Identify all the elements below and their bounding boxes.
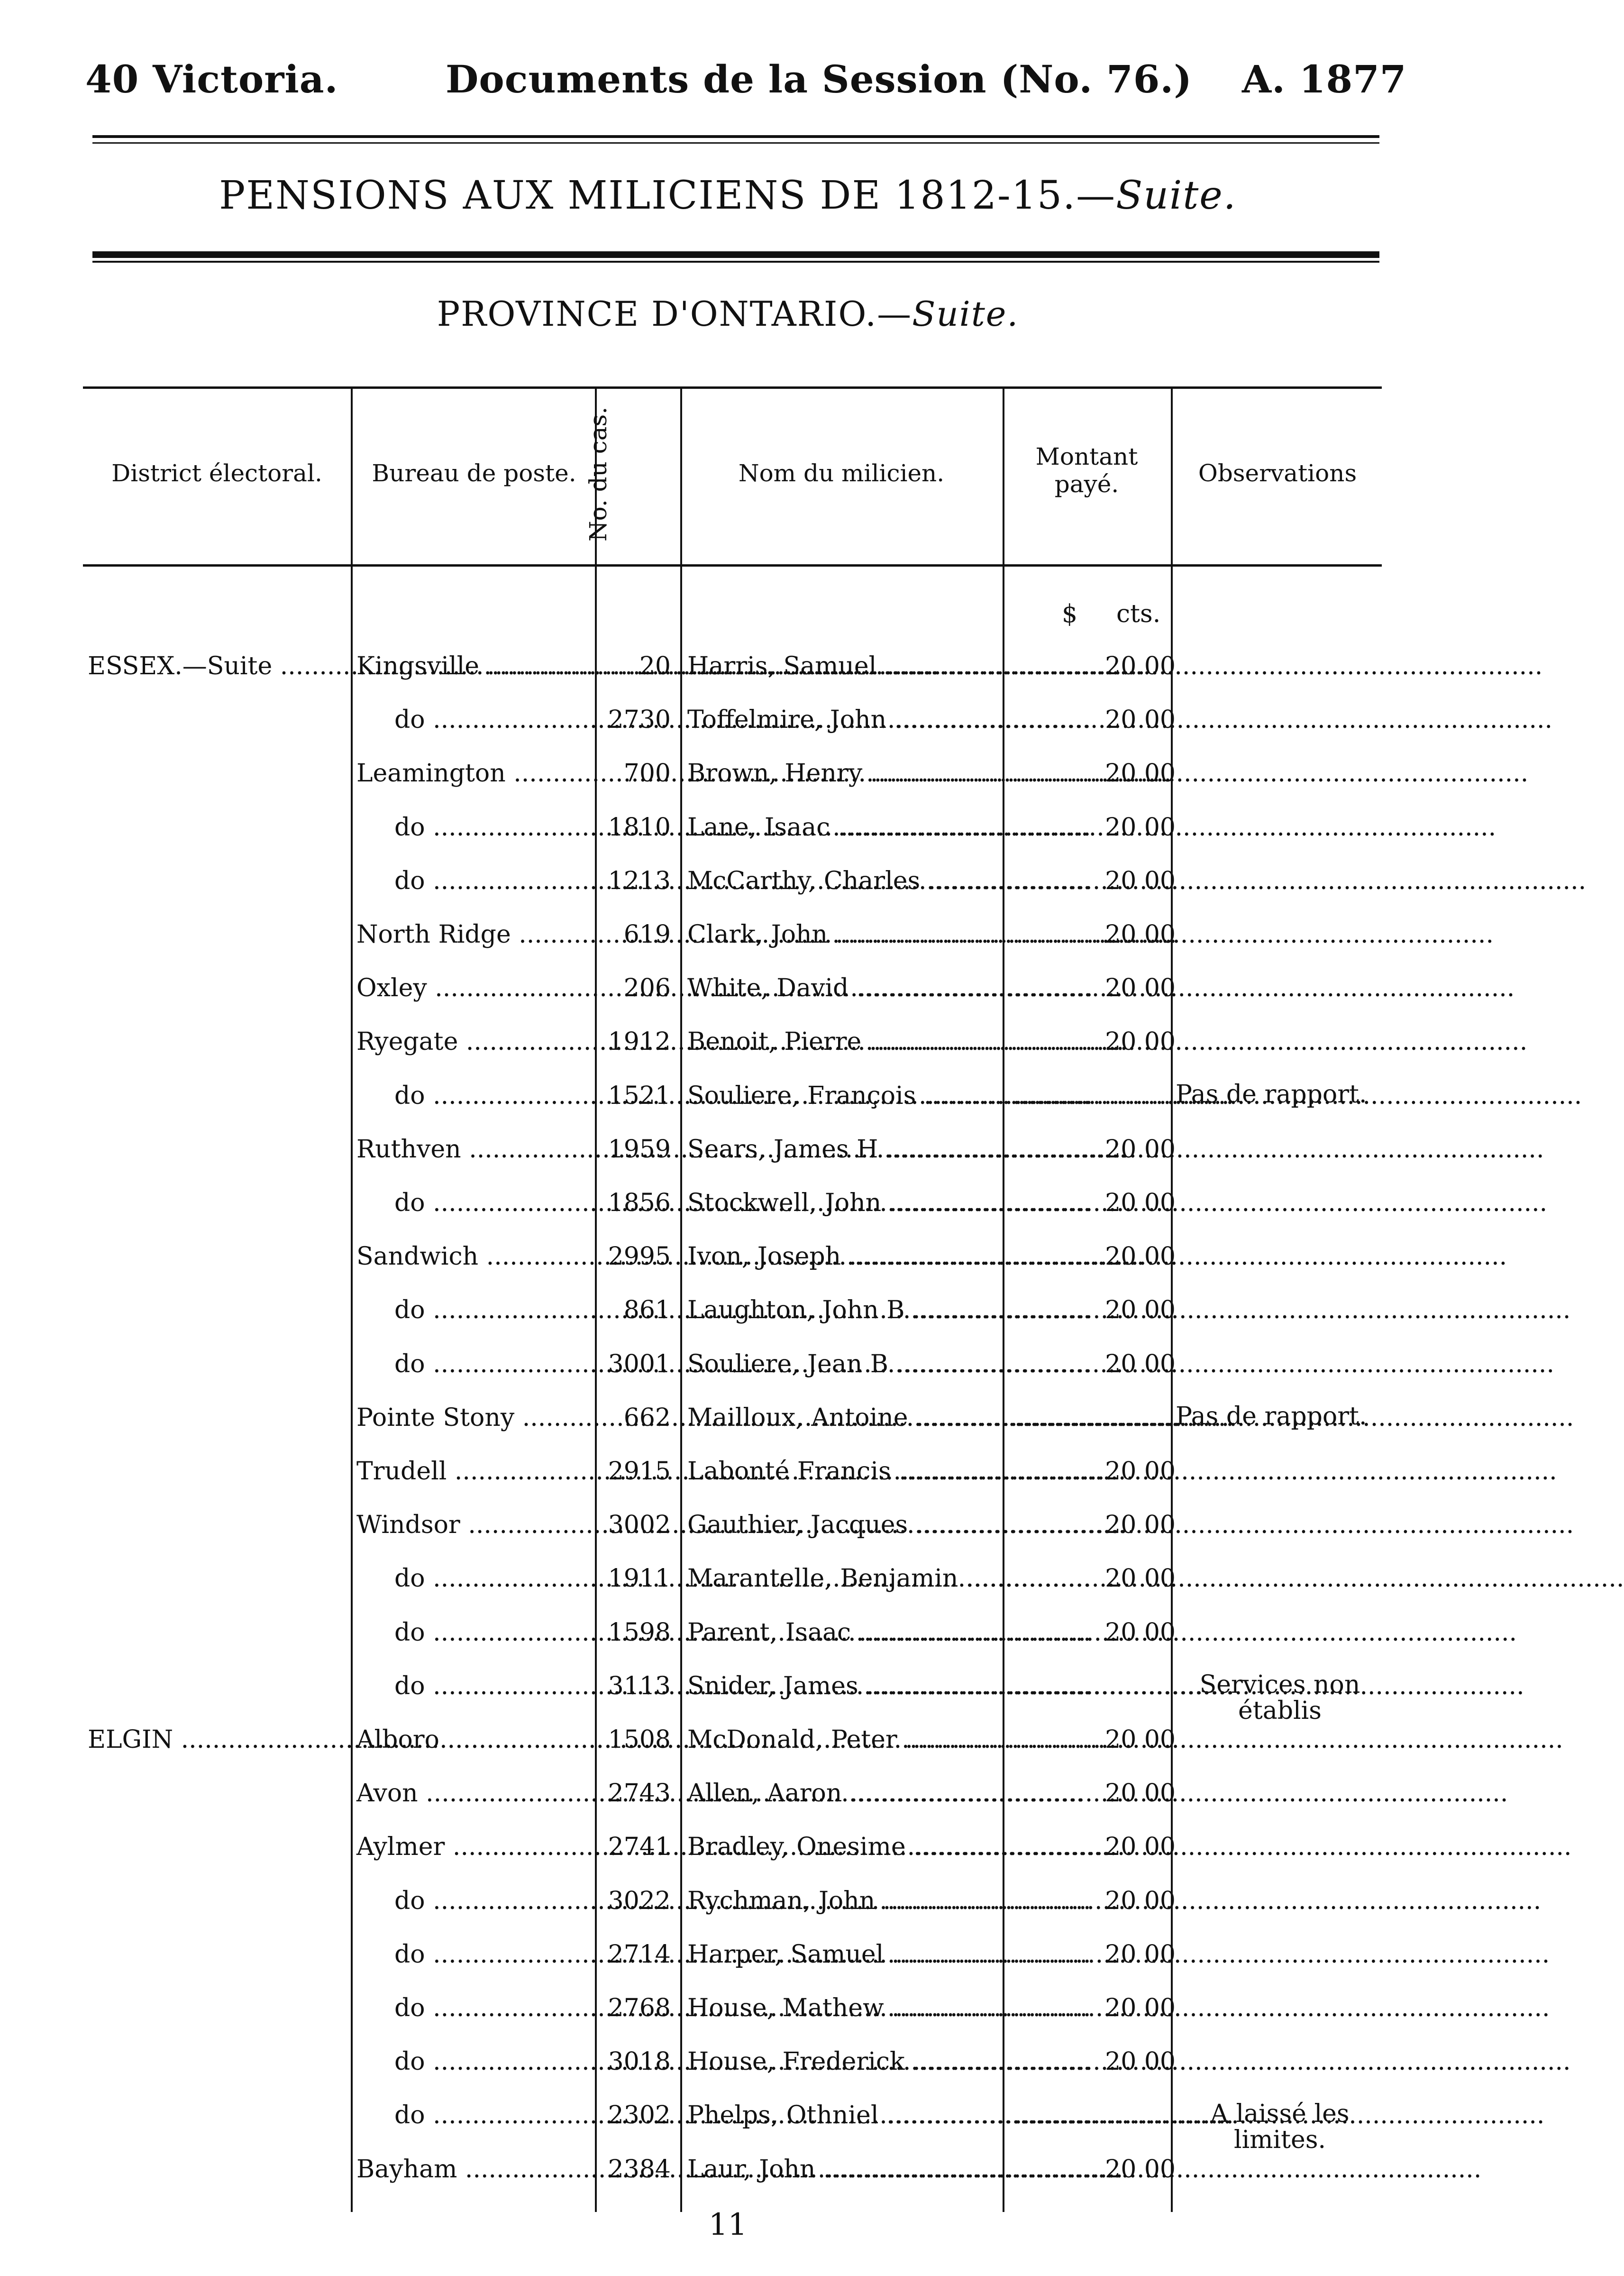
header-no: No. du cas. [584, 406, 612, 542]
subtitle-suite: Suite. [912, 294, 1019, 334]
case-number-cell: 2768 [608, 1994, 671, 2022]
bureau-cell: Kingsville ..... [356, 652, 593, 680]
case-number-cell: 2384 [608, 2155, 671, 2184]
milicien-name-cell: White, David ..... [687, 974, 1000, 1002]
province-subtitle [0, 294, 1456, 334]
milicien-name-cell: Benoit, Pierre ..... [687, 1028, 1000, 1056]
milicien-name-cell: Clark, John ..... [687, 920, 1000, 949]
milicien-name-cell: Labonté Francis ..... [687, 1457, 1000, 1486]
milicien-name-cell: Stockwell, John ..... [687, 1189, 1000, 1217]
amount-cell: 20 00 [1105, 1725, 1176, 1754]
milicien-name-cell: House, Mathew ..... [687, 1994, 1000, 2022]
milicien-name-cell: Laughton, John B ..... [687, 1296, 1000, 1324]
observation-cell: Pas de rapport. [1176, 1080, 1367, 1109]
subtitle-main: PROVINCE D'ONTARIO.— [437, 294, 912, 334]
case-number-cell: 619 [623, 920, 671, 949]
case-number-cell: 1911 [608, 1564, 671, 1593]
case-number-cell: 20 [639, 652, 671, 680]
case-number-cell: 206 [623, 974, 671, 1002]
bureau-cell: Ruthven ..... [356, 1135, 593, 1164]
title-main: PENSIONS AUX MILICIENS DE 1812-15.— [219, 173, 1116, 218]
page-number: 11 [708, 2207, 748, 2242]
amount-cell: 20 00 [1105, 1511, 1176, 1539]
header-rule-thin [92, 142, 1379, 144]
amount-cell: 20 00 [1105, 1887, 1176, 1915]
case-number-cell: 1213 [608, 867, 671, 895]
header-rule [92, 135, 1379, 138]
bureau-cell: Leamington ..... [356, 759, 593, 788]
amount-cell: 20 00 [1105, 1779, 1176, 1808]
milicien-name-cell: Rychman, John ..... [687, 1887, 1000, 1915]
case-number-cell: 2743 [608, 1779, 671, 1808]
case-number-cell: 1959 [608, 1135, 671, 1164]
page-title [0, 173, 1456, 218]
header-year: A. 1877 [1242, 57, 1407, 101]
milicien-name-cell: Lane, Isaac ..... [687, 813, 1000, 842]
bureau-cell: Oxley ..... [356, 974, 593, 1002]
amount-cell: 20 00 [1105, 1350, 1176, 1378]
amount-cell: 20 00 [1105, 1564, 1176, 1593]
header-montant [1005, 443, 1168, 498]
case-number-cell: 2995 [608, 1242, 671, 1271]
case-number-cell: 861 [623, 1296, 671, 1324]
district-cell: ESSEX.—Suite ..... [88, 652, 346, 680]
case-number-cell: 1508 [608, 1725, 671, 1754]
bureau-cell: do ..... [356, 1082, 631, 1110]
case-number-cell: 2915 [608, 1457, 671, 1486]
milicien-name-cell: Harris, Samuel ..... [687, 652, 1000, 680]
amount-blank-leader: ............................ [1014, 2101, 1234, 2129]
bureau-cell: Aylmer ..... [356, 1833, 593, 1861]
bureau-cell: do ..... [356, 1940, 631, 1969]
milicien-name-cell: House, Frederick ..... [687, 2047, 1000, 2076]
milicien-name-cell: Souliere, Jean B ..... [687, 1350, 1000, 1378]
bureau-cell: Alboro ..... [356, 1725, 593, 1754]
case-number-cell: 3002 [608, 1511, 671, 1539]
amount-cell: 20 00 [1105, 1135, 1176, 1164]
bureau-cell: North Ridge ..... [356, 920, 593, 949]
amount-cell: 20 00 [1105, 920, 1176, 949]
milicien-name-cell: Phelps, Othniel ..... [687, 2101, 1000, 2129]
amount-cell: 20 00 [1105, 974, 1176, 1002]
table-top-rule [83, 386, 1382, 389]
milicien-name-cell: Ivon, Joseph ..... [687, 1242, 1000, 1271]
bureau-cell: Ryegate ..... [356, 1028, 593, 1056]
header-observations: Observations [1198, 459, 1357, 487]
amount-cell: 20 00 [1105, 1296, 1176, 1324]
observation-cell: Pas de rapport. [1176, 1402, 1367, 1431]
case-number-cell: 3022 [608, 1887, 671, 1915]
milicien-name-cell: Gauthier, Jacques ..... [687, 1511, 1000, 1539]
unit-dollar: $ [1062, 600, 1078, 628]
amount-blank-leader: ............................ [1014, 1082, 1234, 1110]
header-nom: Nom du milicien. [738, 459, 945, 487]
amount-cell: 20 00 [1105, 867, 1176, 895]
header-documents: Documents de la Session (No. 76.) [446, 57, 1193, 101]
milicien-name-cell: Sears, James H ..... [687, 1135, 1000, 1164]
case-number-cell: 2741 [608, 1833, 671, 1861]
amount-cell: 20 00 [1105, 1994, 1176, 2022]
case-number-cell: 1521 [608, 1082, 671, 1110]
bureau-cell: Trudell ..... [356, 1457, 593, 1486]
milicien-name-cell: Toffelmire, John ..... [687, 706, 1000, 734]
case-number-cell: 1912 [608, 1028, 671, 1056]
case-number-cell: 2302 [608, 2101, 671, 2129]
milicien-name-cell: Mailloux, Antoine ..... [687, 1404, 1000, 1432]
milicien-name-cell: Bradley, Onesime ..... [687, 1833, 1000, 1861]
bureau-cell: Sandwich ..... [356, 1242, 593, 1271]
bureau-cell: do ..... [356, 867, 631, 895]
milicien-name-cell: Harper, Samuel ..... [687, 1940, 1000, 1969]
milicien-name-cell: McDonald, Peter ..... [687, 1725, 1000, 1754]
milicien-name-cell: Parent, Isaac ..... [687, 1618, 1000, 1647]
milicien-name-cell: Laur, John ..... [687, 2155, 1000, 2184]
amount-cell: 20 00 [1105, 1189, 1176, 1217]
amount-cell: 20 00 [1105, 813, 1176, 842]
case-number-cell: 3018 [608, 2047, 671, 2076]
milicien-name-cell: Souliere, François ..... [687, 1082, 1000, 1110]
amount-cell: 20 00 [1105, 1028, 1176, 1056]
case-number-cell: 3113 [608, 1672, 671, 1700]
bureau-cell: do ..... [356, 1887, 631, 1915]
milicien-name-cell: McCarthy, Charles ..... [687, 867, 1000, 895]
amount-cell: 20 00 [1105, 1242, 1176, 1271]
bureau-cell: do ..... [356, 1564, 631, 1593]
amount-cell: 20 00 [1105, 759, 1176, 788]
milicien-name-cell: Marantelle, Benjamin ..... [687, 1564, 1000, 1593]
bureau-cell: do ..... [356, 1350, 631, 1378]
title-suite: Suite. [1116, 173, 1237, 218]
amount-cell: 20 00 [1105, 2047, 1176, 2076]
amount-cell: 20 00 [1105, 706, 1176, 734]
amount-cell: 20 00 [1105, 652, 1176, 680]
case-number-cell: 700 [623, 759, 671, 788]
title-rule [92, 251, 1379, 258]
header-montant-line1: Montant [1035, 443, 1138, 470]
case-number-cell: 1598 [608, 1618, 671, 1647]
header-montant-line2: payé. [1054, 470, 1119, 498]
case-number-cell: 2730 [608, 706, 671, 734]
bureau-cell: do ..... [356, 2047, 631, 2076]
bureau-cell: do ..... [356, 1618, 631, 1647]
bureau-cell: Avon ..... [356, 1779, 593, 1808]
case-number-cell: 2714 [608, 1940, 671, 1969]
bureau-cell: Pointe Stony ..... [356, 1404, 593, 1432]
district-cell: ELGIN ..... [88, 1725, 346, 1754]
bureau-cell: do ..... [356, 813, 631, 842]
amount-cell: 20 00 [1105, 2155, 1176, 2184]
observation-cell: Services non établis [1199, 1670, 1360, 1725]
amount-cell: 20 00 [1105, 1833, 1176, 1861]
case-number-cell: 1856 [608, 1189, 671, 1217]
bureau-cell: do ..... [356, 1296, 631, 1324]
amount-cell: 20 00 [1105, 1618, 1176, 1647]
header-district: District électoral. [111, 459, 322, 487]
amount-blank-leader: ............................ [1014, 1672, 1234, 1700]
header-session: 40 Victoria. [85, 57, 338, 101]
bureau-cell: do ..... [356, 706, 631, 734]
bureau-cell: do ..... [356, 2101, 631, 2129]
bureau-cell: do ..... [356, 1189, 631, 1217]
amount-blank-leader: ............................ [1014, 1404, 1234, 1432]
bureau-cell: do ..... [356, 1994, 631, 2022]
case-number-cell: 3001 [608, 1350, 671, 1378]
bureau-cell: Windsor ..... [356, 1511, 593, 1539]
amount-cell: 20 00 [1105, 1457, 1176, 1486]
milicien-name-cell: Allen, Aaron ..... [687, 1779, 1000, 1808]
case-number-cell: 662 [623, 1404, 671, 1432]
case-number-cell: 1810 [608, 813, 671, 842]
milicien-name-cell: Brown, Henry ..... [687, 759, 1000, 788]
observation-cell: A laissé les limites. [1210, 2100, 1350, 2154]
header-bureau: Bureau de poste. [372, 459, 576, 487]
unit-cents: cts. [1116, 600, 1161, 628]
bureau-cell: Bayham ..... [356, 2155, 593, 2184]
milicien-name-cell: Snider, James ..... [687, 1672, 1000, 1700]
table-header-rule [83, 564, 1382, 567]
bureau-cell: do ..... [356, 1672, 631, 1700]
amount-cell: 20 00 [1105, 1940, 1176, 1969]
title-rule-thin [92, 261, 1379, 263]
